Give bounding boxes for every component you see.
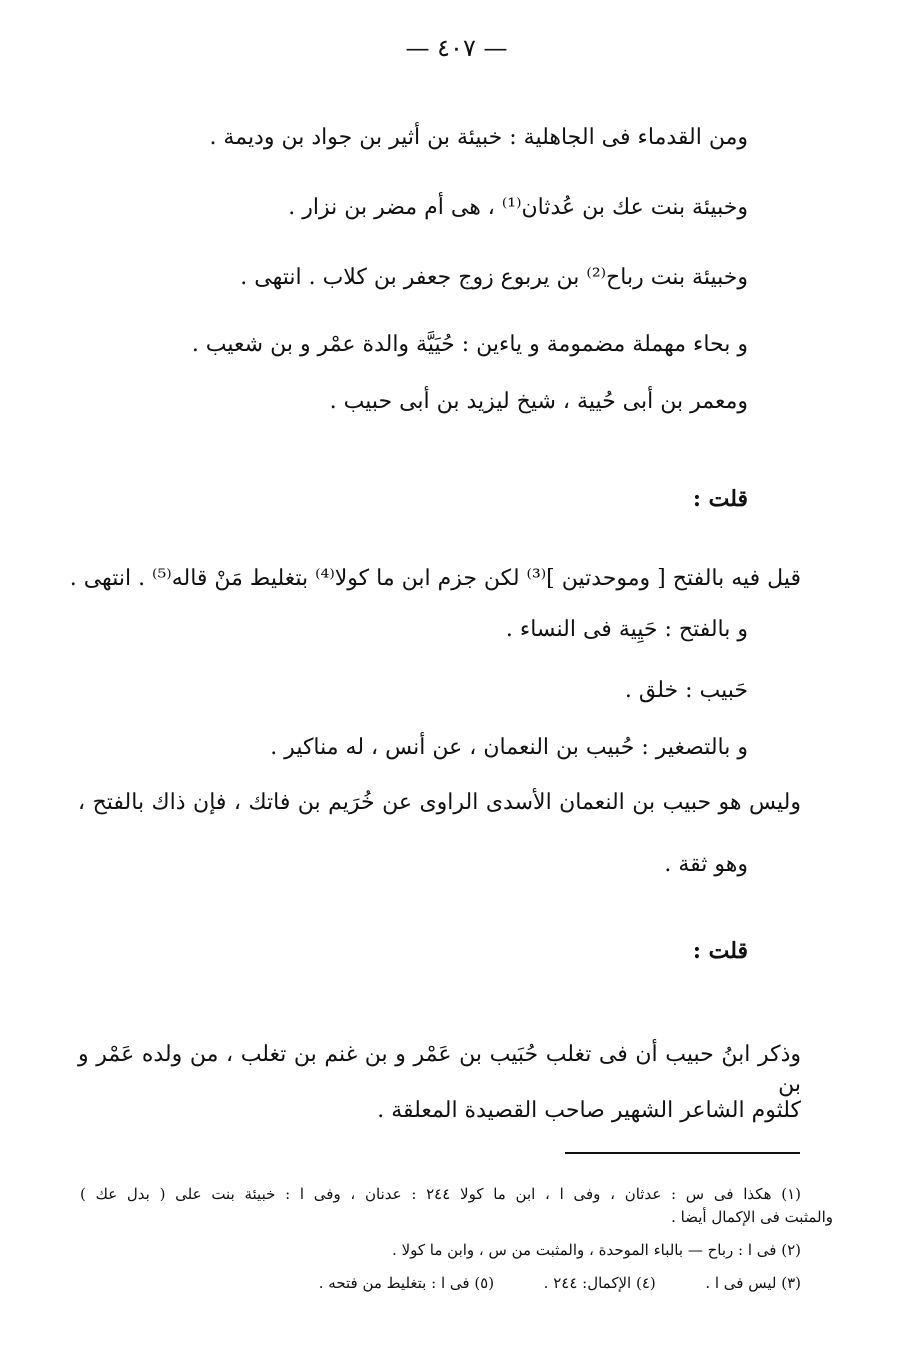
page-number: — ٤٠٧ — [405, 34, 508, 62]
footnote: (٤) الإكمال: ٢٤٤ . [543, 1274, 656, 1292]
text-line: و بحاء مهملة مضمومة و ياءين : حُيَيَّة والدة عمْر و بن شعيب . [191, 332, 748, 357]
footnote: والمثبت فى الإكمال أيضا . [671, 1208, 833, 1226]
text-line: قيل فيه بالفتح [ وموحدتين ]⁽³⁾ لكن جزم ابن ما كولا⁽⁴⁾ بتغليط مَنْ قاله⁽⁵⁾ . انتهى . [69, 566, 801, 591]
text-line: وهو ثقة . [664, 852, 748, 877]
text-line: وذكر ابنُ حبيب أن فى تغلب حُبَيب بن عَمْر و بن غنم بن تغلب ، من ولده عَمْر و بن [78, 1042, 801, 1097]
section-heading: قلت : [692, 938, 748, 964]
text-line: كلثوم الشاعر الشهير صاحب القصيدة المعلقة . [377, 1098, 801, 1123]
footnote: (١) هكذا فى س : عدثان ، وفى ا ، ابن ما كولا ٢٤٤ : عدنان ، وفى ا : خبيئة بنت على ( بدل عك ) [80, 1185, 801, 1203]
text-line: ومن القدماء فى الجاهلية : خبيئة بن أثير بن جواد بن وديمة . [209, 125, 748, 150]
footnote: (٢) فى ا : رباح — بالباء الموحدة ، والمثبت من س ، وابن ما كولا . [392, 1241, 801, 1259]
text-line: حَبيب : خلق . [624, 678, 748, 703]
text-line: وخبيئة بنت عك بن عُدثان⁽¹⁾ ، هى أم مضر بن نزار . [288, 195, 748, 220]
text-line: وليس هو حبيب بن النعمان الأسدى الراوى عن خُرَيم بن فاتك ، فإن ذاك بالفتح ، [78, 790, 801, 815]
text-line: و بالفتح : حَيِية فى النساء . [505, 617, 748, 642]
section-heading: قلت : [692, 486, 748, 512]
footnote: (٣) ليس فى ا . [705, 1274, 801, 1292]
footnote-row [319, 1273, 801, 1293]
footnote-divider [565, 1152, 800, 1154]
text-line: ومعمر بن أبى حُيية ، شيخ ليزيد بن أبى حبيب . [329, 389, 748, 414]
text-line: و بالتصغير : حُبيب بن النعمان ، عن أنس ، له مناكير . [270, 735, 748, 760]
footnote: (٥) فى ا : بتغليط من فتحه . [318, 1274, 495, 1292]
text-line: وخبيئة بنت رباح⁽²⁾ بن يربوع زوج جعفر بن كلاب . انتهى . [240, 265, 748, 290]
